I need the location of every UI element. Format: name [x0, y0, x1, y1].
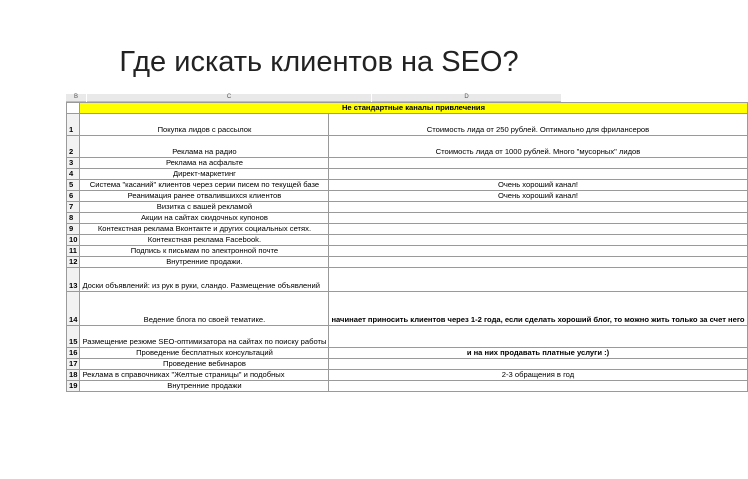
- note-cell: [329, 268, 747, 292]
- note-cell: [329, 246, 747, 257]
- row-number: 18: [67, 370, 80, 381]
- table-row: [67, 326, 748, 348]
- row-number: 9: [67, 224, 80, 235]
- note-cell: Стоимость лида от 250 рублей. Оптимально для фрилансеров: [329, 114, 747, 136]
- table-row: [67, 191, 748, 202]
- channels-table: [66, 102, 748, 392]
- table-row: [67, 381, 748, 392]
- note-cell: [329, 202, 747, 213]
- table-row: [67, 136, 748, 158]
- channel-cell: Проведение бесплатных консультаций: [80, 348, 329, 359]
- row-number: 17: [67, 359, 80, 370]
- row-number: 14: [67, 292, 80, 326]
- table-row: [67, 180, 748, 191]
- channel-cell: Система "касаний" клиентов через серии писем по текущей базе: [80, 180, 329, 191]
- table-row: [67, 370, 748, 381]
- channel-cell: Директ-маркетинг: [80, 169, 329, 180]
- row-number: 19: [67, 381, 80, 392]
- channel-cell: Визитка с вашей рекламой: [80, 202, 329, 213]
- channel-cell: Реклама в справочниках "Желтые страницы" и подобных: [80, 370, 329, 381]
- row-number: 10: [67, 235, 80, 246]
- table-row: [67, 158, 748, 169]
- header-corner-cell: [67, 103, 80, 114]
- note-cell: [329, 326, 747, 348]
- spreadsheet-image: [66, 94, 745, 444]
- channel-cell: Реклама на асфальте: [80, 158, 329, 169]
- channel-cell: Доски объявлений: из рук в руки, сландо. Размещение объявлений: [80, 268, 329, 292]
- channel-cell: Размещение резюме SEO-оптимизатора на сайтах по поиску работы: [80, 326, 329, 348]
- note-cell: [329, 235, 747, 246]
- channel-cell: Внутренние продажи.: [80, 257, 329, 268]
- row-number: 16: [67, 348, 80, 359]
- table-row: [67, 246, 748, 257]
- table-row: [67, 257, 748, 268]
- note-cell: Очень хороший канал!: [329, 180, 747, 191]
- note-cell: [329, 381, 747, 392]
- note-cell: 2-3 обращения в год: [329, 370, 747, 381]
- channel-cell: Реанимация ранее отвалившихся клиентов: [80, 191, 329, 202]
- table-row: [67, 114, 748, 136]
- note-cell: [329, 169, 747, 180]
- row-number: 7: [67, 202, 80, 213]
- channel-cell: Проведение вебинаров: [80, 359, 329, 370]
- channel-cell: Ведение блога по своей тематике.: [80, 292, 329, 326]
- table-row: [67, 268, 748, 292]
- note-cell: Стоимость лида от 1000 рублей. Много "мусорных" лидов: [329, 136, 747, 158]
- table-row: [67, 202, 748, 213]
- note-cell: и на них продавать платные услуги :): [329, 348, 747, 359]
- row-number: 3: [67, 158, 80, 169]
- row-number: 6: [67, 191, 80, 202]
- column-header-d: D: [372, 94, 561, 102]
- column-header-c: C: [87, 94, 371, 102]
- row-number: 2: [67, 136, 80, 158]
- channel-cell: Подпись к письмам по электронной почте: [80, 246, 329, 257]
- note-cell: начинает приносить клиентов через 1-2 года, если сделать хороший блог, то можно жить только за счет него: [329, 292, 747, 326]
- table-row: [67, 359, 748, 370]
- row-number: 11: [67, 246, 80, 257]
- channel-cell: Акции на сайтах скидочных купонов: [80, 213, 329, 224]
- row-number: 8: [67, 213, 80, 224]
- table-row: [67, 169, 748, 180]
- note-cell: [329, 213, 747, 224]
- channel-cell: Реклама на радио: [80, 136, 329, 158]
- row-number: 1: [67, 114, 80, 136]
- row-number: 13: [67, 268, 80, 292]
- note-cell: [329, 257, 747, 268]
- column-header-b: B: [66, 94, 86, 102]
- row-number: 15: [67, 326, 80, 348]
- channel-cell: Контекстная реклама Вконтакте и других социальных сетях.: [80, 224, 329, 235]
- channel-cell: Контекстная реклама Facebook.: [80, 235, 329, 246]
- note-cell: Очень хороший канал!: [329, 191, 747, 202]
- note-cell: [329, 224, 747, 235]
- slide-title: Где искать клиентов на SEO?: [119, 46, 519, 78]
- row-number: 12: [67, 257, 80, 268]
- table-header: Не стандартные каналы привлечения: [80, 103, 747, 114]
- table-row: [67, 224, 748, 235]
- table-row: [67, 348, 748, 359]
- table-row: [67, 213, 748, 224]
- row-number: 5: [67, 180, 80, 191]
- table-row: [67, 292, 748, 326]
- note-cell: [329, 359, 747, 370]
- channel-cell: Покупка лидов с рассылок: [80, 114, 329, 136]
- note-cell: [329, 158, 747, 169]
- channel-cell: Внутренние продажи: [80, 381, 329, 392]
- table-row: [67, 235, 748, 246]
- row-number: 4: [67, 169, 80, 180]
